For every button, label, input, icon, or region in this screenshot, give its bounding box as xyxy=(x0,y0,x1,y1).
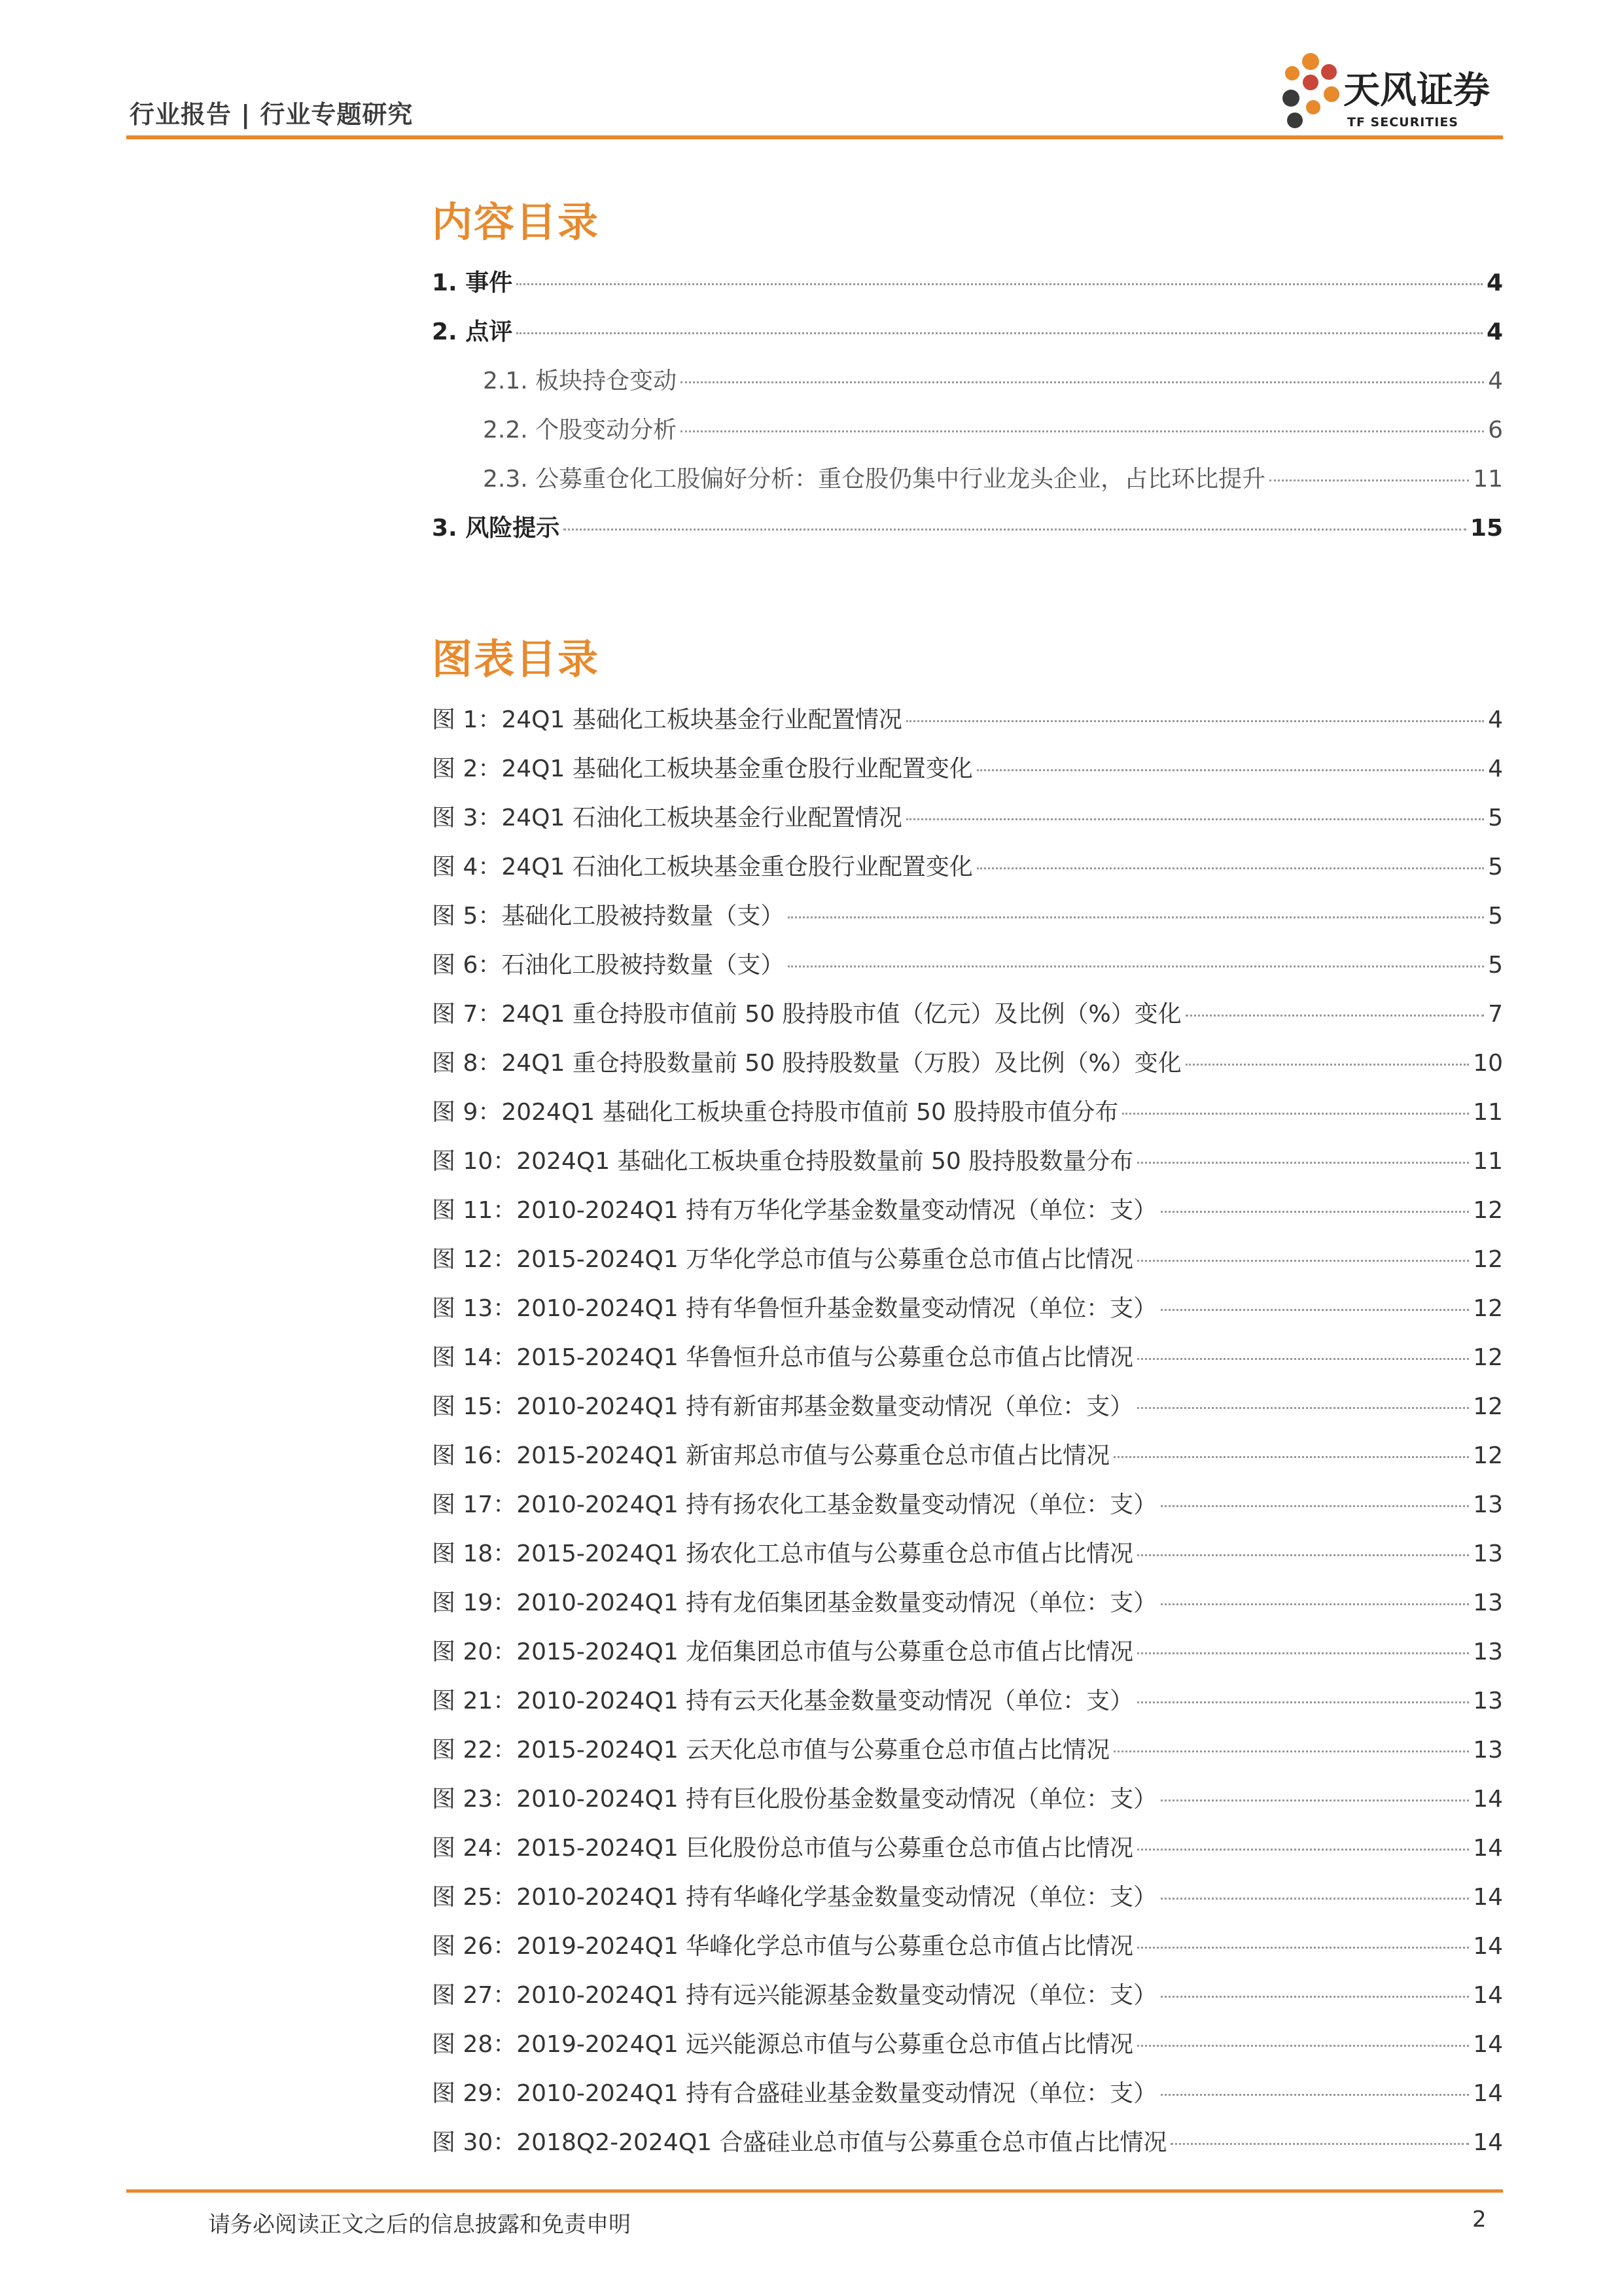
figure-entry-label: 图 13：2010-2024Q1 持有华鲁恒升基金数量变动情况（单位：支） xyxy=(432,1295,1157,1322)
figure-entry[interactable] xyxy=(432,1535,1503,1569)
figure-entry-page: 14 xyxy=(1473,1786,1503,1813)
figure-entry-page: 14 xyxy=(1473,1933,1503,1960)
figure-entry-page: 12 xyxy=(1473,1344,1503,1371)
dot-leader xyxy=(1269,479,1469,481)
dot-leader xyxy=(1122,1113,1469,1115)
toc-entry-label: 3. 风险提示 xyxy=(432,515,560,542)
figure-entry[interactable] xyxy=(432,1830,1503,1863)
dot-leader xyxy=(1137,1652,1469,1654)
figure-entry-label: 图 4：24Q1 石油化工板块基金重仓股行业配置变化 xyxy=(432,854,973,880)
toc-title: 内容目录 xyxy=(432,198,600,246)
dot-leader xyxy=(1171,2143,1469,2145)
company-logo xyxy=(1279,47,1505,139)
toc-entry-label: 2.2. 个股变动分析 xyxy=(483,417,677,444)
figure-entry[interactable] xyxy=(432,1388,1503,1421)
figure-entry-page: 14 xyxy=(1473,1835,1503,1862)
dot-leader xyxy=(1114,1750,1469,1752)
toc-subentry[interactable] xyxy=(483,362,1503,396)
dot-leader xyxy=(680,381,1484,383)
figure-entry-page: 4 xyxy=(1488,756,1503,782)
figure-entry-page: 5 xyxy=(1488,854,1503,880)
figure-entry[interactable] xyxy=(432,1045,1503,1078)
figure-entry-page: 13 xyxy=(1473,1491,1503,1518)
logo-wordmark: 天风证券 xyxy=(1343,69,1490,112)
figure-entry-label: 图 30：2018Q2-2024Q1 合盛硅业总市值与公募重仓总市值占比情况 xyxy=(432,2129,1167,2156)
figure-entry[interactable] xyxy=(432,1682,1503,1716)
dot-leader xyxy=(563,529,1466,531)
toc-entry-page: 4 xyxy=(1486,270,1503,296)
dot-leader xyxy=(1161,1800,1469,1801)
figure-entry-page: 5 xyxy=(1488,952,1503,979)
figure-entry[interactable] xyxy=(432,996,1503,1029)
dot-leader xyxy=(1137,1260,1469,1262)
figure-entry-page: 11 xyxy=(1473,1148,1503,1175)
dot-leader xyxy=(1186,1015,1484,1017)
dot-leader xyxy=(977,867,1484,869)
figure-entry-page: 14 xyxy=(1473,2129,1503,2156)
dot-leader xyxy=(1137,1162,1469,1164)
dot-leader xyxy=(1161,1309,1469,1311)
figure-entry[interactable] xyxy=(432,1928,1503,1961)
figure-entry[interactable] xyxy=(432,1094,1503,1127)
toc-entry-page: 4 xyxy=(1488,368,1503,394)
figure-entry[interactable] xyxy=(432,1437,1503,1470)
figure-entry-label: 图 17：2010-2024Q1 持有扬农化工基金数量变动情况（单位：支） xyxy=(432,1491,1157,1518)
dot-leader xyxy=(1161,1505,1469,1507)
toc-entry-label: 2.3. 公募重仓化工股偏好分析：重仓股仍集中行业龙头企业，占比环比提升 xyxy=(483,466,1266,493)
figure-entry-label: 图 11：2010-2024Q1 持有万华化学基金数量变动情况（单位：支） xyxy=(432,1197,1157,1224)
figure-entry-page: 12 xyxy=(1473,1197,1503,1224)
figure-entry-page: 5 xyxy=(1488,903,1503,930)
figure-entry-page: 13 xyxy=(1473,1737,1503,1764)
report-category: 行业报告 | 行业专题研究 xyxy=(130,100,414,129)
figure-entry-label: 图 8：24Q1 重仓持股数量前 50 股持股数量（万股）及比例（%）变化 xyxy=(432,1050,1182,1077)
figure-entry[interactable] xyxy=(432,2124,1503,2157)
figure-entry-page: 12 xyxy=(1473,1393,1503,1420)
figure-entry-page: 12 xyxy=(1473,1295,1503,1322)
figure-entry-label: 图 2：24Q1 基础化工板块基金重仓股行业配置变化 xyxy=(432,756,973,782)
figure-entry-page: 14 xyxy=(1473,2080,1503,2107)
figure-entry-label: 图 6：石油化工股被持数量（支） xyxy=(432,952,785,979)
figure-entry-label: 图 15：2010-2024Q1 持有新宙邦基金数量变动情况（单位：支） xyxy=(432,1393,1134,1420)
figure-entry-label: 图 1：24Q1 基础化工板块基金行业配置情况 xyxy=(432,706,902,733)
figure-entry-page: 13 xyxy=(1473,1540,1503,1567)
figure-entry-page: 13 xyxy=(1473,1590,1503,1616)
figure-entry-page: 12 xyxy=(1473,1442,1503,1469)
figure-entry-label: 图 12：2015-2024Q1 万华化学总市值与公募重仓总市值占比情况 xyxy=(432,1246,1134,1273)
figure-entry-label: 图 24：2015-2024Q1 巨化股份总市值与公募重仓总市值占比情况 xyxy=(432,1835,1134,1862)
toc-entry-label: 2.1. 板块持仓变动 xyxy=(483,368,677,394)
dot-leader xyxy=(1161,2094,1469,2096)
figure-entry-label: 图 19：2010-2024Q1 持有龙佰集团基金数量变动情况（单位：支） xyxy=(432,1590,1157,1616)
figure-entry[interactable] xyxy=(432,1731,1503,1765)
figure-entry-label: 图 9：2024Q1 基础化工板块重仓持股市值前 50 股持股市值分布 xyxy=(432,1099,1119,1126)
toc-entry[interactable] xyxy=(432,510,1503,543)
figure-entry-page: 12 xyxy=(1473,1246,1503,1273)
dot-leader xyxy=(977,769,1484,771)
dot-leader xyxy=(1186,1064,1469,1066)
figure-entry-page: 10 xyxy=(1473,1050,1503,1077)
figure-entry[interactable] xyxy=(432,1192,1503,1225)
dot-leader xyxy=(1137,1407,1469,1409)
dot-leader xyxy=(1137,1358,1469,1360)
figure-entry[interactable] xyxy=(432,1977,1503,2010)
toc-subentry[interactable] xyxy=(483,411,1503,445)
figure-entry[interactable] xyxy=(432,897,1503,931)
toc-entry[interactable] xyxy=(432,264,1503,298)
dot-leader xyxy=(1161,1898,1469,1900)
figure-entry[interactable] xyxy=(432,1781,1503,1814)
figure-entry-label: 图 29：2010-2024Q1 持有合盛硅业基金数量变动情况（单位：支） xyxy=(432,2080,1157,2107)
dot-leader xyxy=(788,916,1484,918)
figure-entry-page: 14 xyxy=(1473,1884,1503,1911)
flower-logo-icon xyxy=(1279,47,1342,139)
figure-entry-page: 4 xyxy=(1488,706,1503,733)
page-number: 2 xyxy=(1472,2206,1487,2233)
dot-leader xyxy=(1161,1211,1469,1213)
toc-entry-page: 15 xyxy=(1470,515,1503,542)
figure-entry-page: 11 xyxy=(1473,1099,1503,1126)
dot-leader xyxy=(788,965,1484,967)
dot-leader xyxy=(1161,1603,1469,1605)
figure-entry-page: 13 xyxy=(1473,1688,1503,1714)
figure-entry-page: 5 xyxy=(1488,805,1503,831)
figure-entry-label: 图 10：2024Q1 基础化工板块重仓持股数量前 50 股持股数量分布 xyxy=(432,1148,1134,1175)
logo-subtitle: TF SECURITIES xyxy=(1347,115,1458,130)
figure-entry[interactable] xyxy=(432,701,1503,735)
dot-leader xyxy=(906,720,1484,722)
dot-leader xyxy=(516,283,1483,285)
figure-entry[interactable] xyxy=(432,1486,1503,1520)
dot-leader xyxy=(1137,1849,1469,1851)
figure-entry-label: 图 25：2010-2024Q1 持有华峰化学基金数量变动情况（单位：支） xyxy=(432,1884,1157,1911)
toc-entry-page: 11 xyxy=(1473,466,1503,493)
figure-entry[interactable] xyxy=(432,1633,1503,1667)
figure-entry-page: 13 xyxy=(1473,1639,1503,1665)
dot-leader xyxy=(1137,1947,1469,1949)
figure-entry[interactable] xyxy=(432,1879,1503,1912)
dot-leader xyxy=(1137,2045,1469,2047)
figure-entry-label: 图 27：2010-2024Q1 持有远兴能源基金数量变动情况（单位：支） xyxy=(432,1982,1157,2009)
dot-leader xyxy=(1137,1554,1469,1556)
figure-entry[interactable] xyxy=(432,947,1503,980)
figure-entry-label: 图 21：2010-2024Q1 持有云天化基金数量变动情况（单位：支） xyxy=(432,1688,1134,1714)
dot-leader xyxy=(516,332,1483,334)
figure-entry[interactable] xyxy=(432,848,1503,882)
figure-entry[interactable] xyxy=(432,750,1503,784)
figure-entry-label: 图 5：基础化工股被持数量（支） xyxy=(432,903,785,930)
dot-leader xyxy=(906,818,1484,820)
toc-entry-label: 1. 事件 xyxy=(432,270,513,296)
toc-entry-label: 2. 点评 xyxy=(432,319,513,345)
figure-entry-label: 图 7：24Q1 重仓持股市值前 50 股持股市值（亿元）及比例（%）变化 xyxy=(432,1001,1182,1028)
figure-list-title: 图表目录 xyxy=(432,635,600,683)
figure-entry[interactable] xyxy=(432,1241,1503,1274)
figure-entry[interactable] xyxy=(432,1290,1503,1323)
figure-entry-page: 7 xyxy=(1488,1001,1503,1028)
dot-leader xyxy=(1137,1701,1469,1703)
figure-entry-label: 图 23：2010-2024Q1 持有巨化股份基金数量变动情况（单位：支） xyxy=(432,1786,1157,1813)
figure-entry-label: 图 16：2015-2024Q1 新宙邦总市值与公募重仓总市值占比情况 xyxy=(432,1442,1110,1469)
figure-entry[interactable] xyxy=(432,2026,1503,2059)
figure-entry[interactable] xyxy=(432,2075,1503,2108)
toc-entry-page: 4 xyxy=(1486,319,1503,345)
footer-divider xyxy=(126,2189,1503,2193)
toc-entry-page: 6 xyxy=(1488,417,1503,444)
dot-leader xyxy=(680,430,1484,432)
figure-entry-label: 图 20：2015-2024Q1 龙佰集团总市值与公募重仓总市值占比情况 xyxy=(432,1639,1134,1665)
dot-leader xyxy=(1161,1996,1469,1998)
toc-entry[interactable] xyxy=(432,313,1503,347)
disclaimer-note: 请务必阅读正文之后的信息披露和免责申明 xyxy=(208,2212,631,2238)
figure-entry-label: 图 26：2019-2024Q1 华峰化学总市值与公募重仓总市值占比情况 xyxy=(432,1933,1134,1960)
dot-leader xyxy=(1114,1456,1469,1458)
figure-entry-label: 图 14：2015-2024Q1 华鲁恒升总市值与公募重仓总市值占比情况 xyxy=(432,1344,1134,1371)
figure-entry-label: 图 28：2019-2024Q1 远兴能源总市值与公募重仓总市值占比情况 xyxy=(432,2031,1134,2058)
figure-entry[interactable] xyxy=(432,1143,1503,1176)
figure-entry-label: 图 22：2015-2024Q1 云天化总市值与公募重仓总市值占比情况 xyxy=(432,1737,1110,1764)
figure-entry[interactable] xyxy=(432,799,1503,833)
figure-entry-page: 14 xyxy=(1473,2031,1503,2058)
figure-entry-label: 图 3：24Q1 石油化工板块基金行业配置情况 xyxy=(432,805,902,831)
figure-entry-page: 14 xyxy=(1473,1982,1503,2009)
figure-entry[interactable] xyxy=(432,1584,1503,1618)
figure-entry-label: 图 18：2015-2024Q1 扬农化工总市值与公募重仓总市值占比情况 xyxy=(432,1540,1134,1567)
figure-entry[interactable] xyxy=(432,1339,1503,1372)
toc-subentry[interactable] xyxy=(483,461,1503,494)
